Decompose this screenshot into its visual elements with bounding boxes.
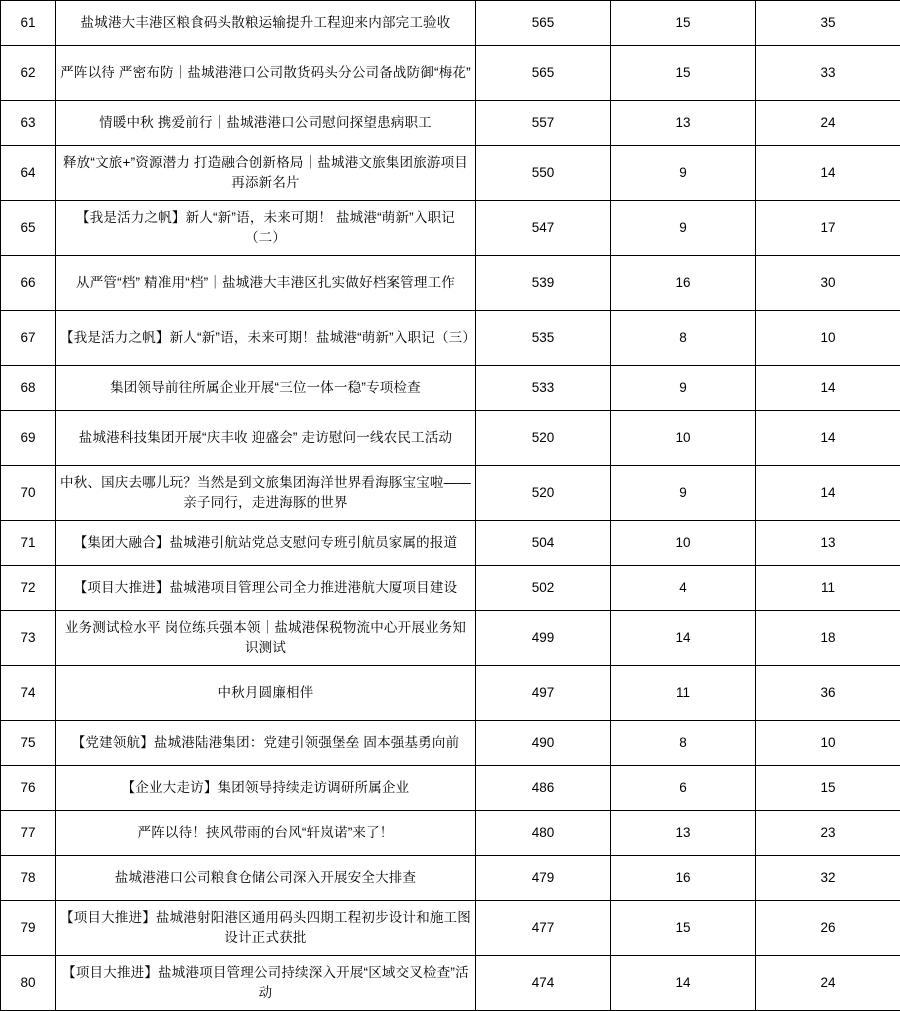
row-metric-cell-1: 499	[476, 611, 611, 666]
table-row	[1, 101, 900, 146]
row-index-cell: 74	[1, 666, 56, 721]
table-row	[1, 766, 900, 811]
row-index-cell: 68	[1, 366, 56, 411]
row-title-cell: 严阵以待 严密布防｜盐城港港口公司散货码头分公司备战防御“梅花”	[56, 46, 476, 101]
row-metric-cell-3: 14	[756, 466, 900, 521]
row-metric-cell-2: 9	[611, 466, 756, 521]
row-metric-cell-2: 15	[611, 1, 756, 46]
row-metric-cell-2: 16	[611, 856, 756, 901]
row-metric-cell-2: 16	[611, 256, 756, 311]
row-index-cell: 67	[1, 311, 56, 366]
table-row	[1, 411, 900, 466]
row-index-cell: 75	[1, 721, 56, 766]
table-row	[1, 901, 900, 956]
row-index-cell: 66	[1, 256, 56, 311]
row-index-cell: 61	[1, 1, 56, 46]
row-metric-cell-1: 520	[476, 466, 611, 521]
row-metric-cell-3: 33	[756, 46, 900, 101]
table-row	[1, 366, 900, 411]
row-metric-cell-1: 490	[476, 721, 611, 766]
row-title-cell: 释放“文旅+”资源潜力 打造融合创新格局｜盐城港文旅集团旅游项目再添新名片	[56, 146, 476, 201]
row-title-cell: 【党建领航】盐城港陆港集团：党建引领强堡垒 固本强基勇向前	[56, 721, 476, 766]
row-metric-cell-1: 565	[476, 1, 611, 46]
row-metric-cell-2: 15	[611, 901, 756, 956]
row-metric-cell-1: 474	[476, 956, 611, 1011]
row-title-cell: 【项目大推进】盐城港射阳港区通用码头四期工程初步设计和施工图设计正式获批	[56, 901, 476, 956]
table-row	[1, 521, 900, 566]
row-metric-cell-3: 14	[756, 411, 900, 466]
row-metric-cell-1: 557	[476, 101, 611, 146]
table-row	[1, 721, 900, 766]
table-row	[1, 256, 900, 311]
row-metric-cell-3: 36	[756, 666, 900, 721]
row-index-cell: 64	[1, 146, 56, 201]
row-metric-cell-2: 13	[611, 811, 756, 856]
row-index-cell: 78	[1, 856, 56, 901]
row-metric-cell-1: 479	[476, 856, 611, 901]
row-metric-cell-1: 502	[476, 566, 611, 611]
row-index-cell: 70	[1, 466, 56, 521]
row-title-cell: 集团领导前往所属企业开展“三位一体一稳”专项检查	[56, 366, 476, 411]
row-title-cell: 【我是活力之帆】新人“新”语，未来可期！ 盐城港“萌新”入职记（二）	[56, 201, 476, 256]
table-row	[1, 611, 900, 666]
table-row	[1, 311, 900, 366]
row-title-cell: 【项目大推进】盐城港项目管理公司全力推进港航大厦项目建设	[56, 566, 476, 611]
row-metric-cell-2: 4	[611, 566, 756, 611]
row-metric-cell-1: 497	[476, 666, 611, 721]
row-title-cell: 从严管“档” 精准用“档”｜盐城港大丰港区扎实做好档案管理工作	[56, 256, 476, 311]
row-metric-cell-1: 547	[476, 201, 611, 256]
row-title-cell: 盐城港大丰港区粮食码头散粮运输提升工程迎来内部完工验收	[56, 1, 476, 46]
row-metric-cell-3: 30	[756, 256, 900, 311]
row-title-cell: 【项目大推进】盐城港项目管理公司持续深入开展“区域交叉检查”活动	[56, 956, 476, 1011]
row-metric-cell-3: 24	[756, 956, 900, 1011]
row-metric-cell-2: 9	[611, 146, 756, 201]
row-metric-cell-2: 9	[611, 201, 756, 256]
row-metric-cell-3: 10	[756, 311, 900, 366]
row-title-cell: 【我是活力之帆】新人“新”语，未来可期！盐城港“萌新”入职记（三）	[56, 311, 476, 366]
table-row	[1, 811, 900, 856]
table-row	[1, 1, 900, 46]
table-row	[1, 146, 900, 201]
row-index-cell: 63	[1, 101, 56, 146]
table-row	[1, 666, 900, 721]
table-row	[1, 46, 900, 101]
row-index-cell: 77	[1, 811, 56, 856]
table-row	[1, 466, 900, 521]
row-metric-cell-3: 23	[756, 811, 900, 856]
row-index-cell: 71	[1, 521, 56, 566]
row-metric-cell-2: 14	[611, 956, 756, 1011]
row-metric-cell-1: 520	[476, 411, 611, 466]
row-metric-cell-2: 14	[611, 611, 756, 666]
row-index-cell: 80	[1, 956, 56, 1011]
row-metric-cell-1: 539	[476, 256, 611, 311]
row-title-cell: 盐城港港口公司粮食仓储公司深入开展安全大排查	[56, 856, 476, 901]
row-metric-cell-2: 9	[611, 366, 756, 411]
row-metric-cell-2: 15	[611, 46, 756, 101]
row-metric-cell-2: 10	[611, 521, 756, 566]
row-metric-cell-2: 8	[611, 311, 756, 366]
row-title-cell: 严阵以待！挟风带雨的台风“轩岚诺”来了！	[56, 811, 476, 856]
row-metric-cell-2: 11	[611, 666, 756, 721]
row-metric-cell-2: 10	[611, 411, 756, 466]
row-metric-cell-3: 15	[756, 766, 900, 811]
row-index-cell: 79	[1, 901, 56, 956]
row-index-cell: 72	[1, 566, 56, 611]
row-metric-cell-3: 26	[756, 901, 900, 956]
row-metric-cell-1: 480	[476, 811, 611, 856]
row-metric-cell-1: 535	[476, 311, 611, 366]
row-metric-cell-3: 10	[756, 721, 900, 766]
table-body	[1, 1, 900, 1011]
row-title-cell: 情暖中秋 携爱前行｜盐城港港口公司慰问探望患病职工	[56, 101, 476, 146]
row-metric-cell-3: 35	[756, 1, 900, 46]
row-metric-cell-1: 477	[476, 901, 611, 956]
row-index-cell: 69	[1, 411, 56, 466]
table-row	[1, 856, 900, 901]
row-metric-cell-2: 13	[611, 101, 756, 146]
row-metric-cell-3: 13	[756, 521, 900, 566]
row-metric-cell-1: 533	[476, 366, 611, 411]
row-metric-cell-3: 14	[756, 366, 900, 411]
row-title-cell: 盐城港科技集团开展“庆丰收 迎盛会” 走访慰问一线农民工活动	[56, 411, 476, 466]
table-row	[1, 566, 900, 611]
table-row	[1, 956, 900, 1011]
table-row	[1, 201, 900, 256]
row-metric-cell-1: 504	[476, 521, 611, 566]
row-metric-cell-3: 14	[756, 146, 900, 201]
row-title-cell: 中秋月圆廉相伴	[56, 666, 476, 721]
row-title-cell: 业务测试检水平 岗位练兵强本领｜盐城港保税物流中心开展业务知识测试	[56, 611, 476, 666]
row-metric-cell-3: 24	[756, 101, 900, 146]
row-title-cell: 【企业大走访】集团领导持续走访调研所属企业	[56, 766, 476, 811]
row-metric-cell-1: 486	[476, 766, 611, 811]
row-metric-cell-3: 17	[756, 201, 900, 256]
row-title-cell: 【集团大融合】盐城港引航站党总支慰问专班引航员家属的报道	[56, 521, 476, 566]
row-index-cell: 65	[1, 201, 56, 256]
row-metric-cell-3: 18	[756, 611, 900, 666]
row-metric-cell-3: 11	[756, 566, 900, 611]
row-index-cell: 62	[1, 46, 56, 101]
row-metric-cell-2: 6	[611, 766, 756, 811]
row-title-cell: 中秋、国庆去哪儿玩？当然是到文旅集团海洋世界看海豚宝宝啦――亲子同行，走进海豚的世界	[56, 466, 476, 521]
row-index-cell: 76	[1, 766, 56, 811]
row-metric-cell-1: 550	[476, 146, 611, 201]
row-metric-cell-2: 8	[611, 721, 756, 766]
row-index-cell: 73	[1, 611, 56, 666]
row-metric-cell-1: 565	[476, 46, 611, 101]
row-metric-cell-3: 32	[756, 856, 900, 901]
